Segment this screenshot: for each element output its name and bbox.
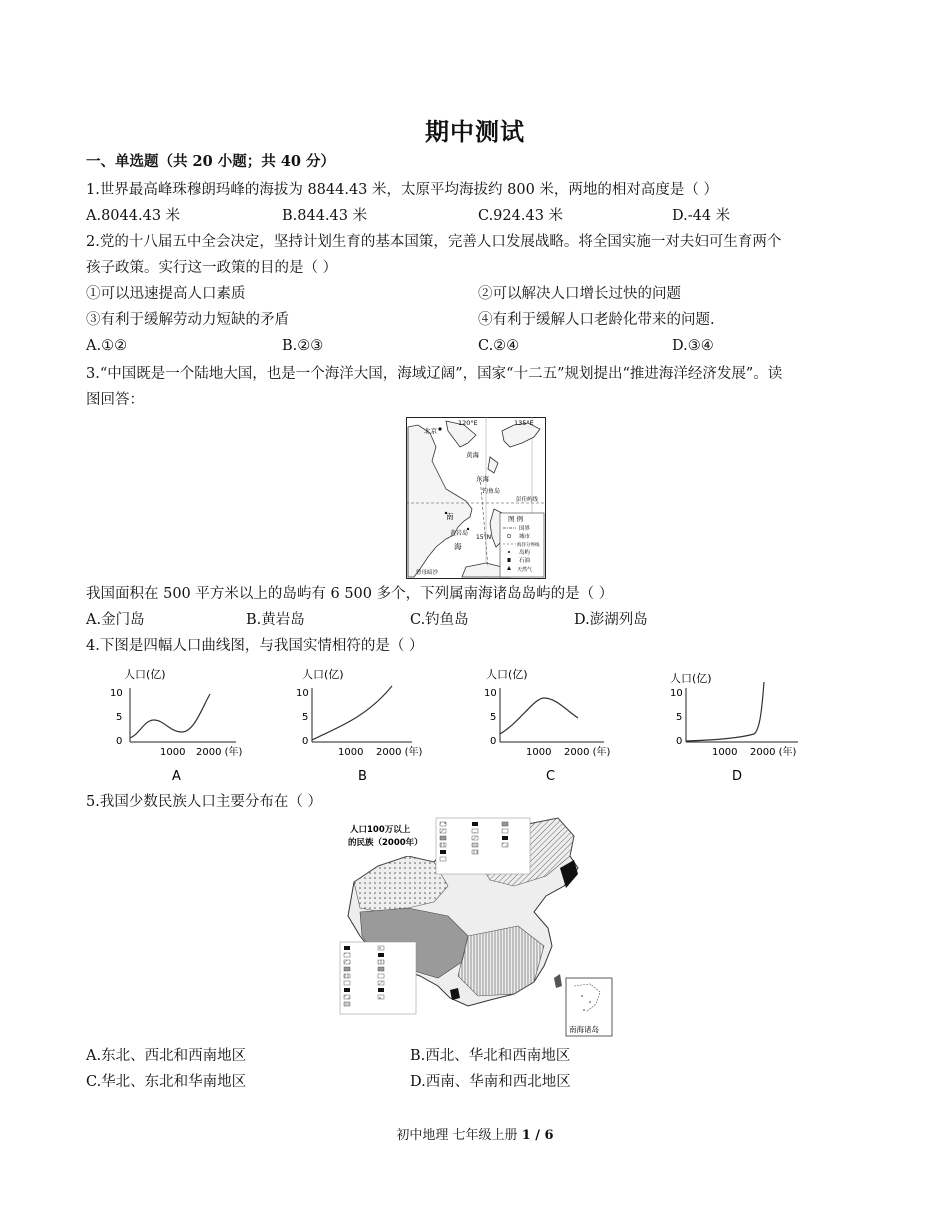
chart-c-x1000: 1000 [526,747,552,758]
q2-stem-line1: 2.党的十八届五中全会决定，坚持计划生育的基本国策，完善人口发展战略。将全国实施一对夫妇可生育两个 [86,234,782,250]
map-legend-item: 石油 [519,558,531,564]
chart-a-y0: 0 [116,736,123,747]
chart-d-y5: 5 [676,712,683,723]
q2-statement-1: ①可以迅速提高人口素质 [86,286,246,302]
q1-option-c[interactable]: C.924.43 米 [478,208,564,224]
chart-a-y10: 10 [110,688,123,699]
chart-c [484,668,611,782]
section-heading: 一、单选题（共 20 小题；共 40 分） [86,153,336,170]
ethnic-distribution-map [338,816,614,1038]
chart-a-y5: 5 [116,712,123,723]
map-donghai-label: 东海 [476,475,489,483]
q2-option-a[interactable]: A.①② [86,338,128,354]
map-legend-item: 国界 [519,526,531,532]
map-huanghai-label: 黄海 [466,451,479,459]
chart-b-y5: 5 [302,712,309,723]
q1-stem: 1.世界最高峰珠穆朗玛峰的海拔为 8844.43 米，太原平均海拔约 800 米，两地的相对高度是（ ） [86,182,719,198]
chart-c-label: C [546,769,556,782]
south-china-sea-inset [566,978,612,1036]
population-curves [110,664,870,782]
chart-b-label: B [358,769,367,782]
q2-statement-3: ③有利于缓解劳动力短缺的矛盾 [86,312,289,328]
map-sea-label: 海 [454,542,462,551]
q3-option-a[interactable]: A.金门岛 [86,612,145,628]
map-line-label: 彭佳屿线 [516,497,539,503]
chart-b [296,668,423,782]
chart-b-y10: 10 [296,688,309,699]
inset-label: 南海诸岛 [569,1025,599,1034]
q1-option-d[interactable]: D.-44 米 [672,208,731,224]
page-number: 1 / 6 [521,1128,554,1143]
chart-a [110,668,243,782]
chart-c-y5: 5 [490,712,497,723]
q3-stem-line2: 图回答： [86,392,144,408]
q2-option-c[interactable]: C.②④ [478,338,520,354]
ethnic-legend-top [436,818,530,874]
q3-stem-line1: 3.“中国既是一个陆地大国，也是一个海洋大国，海域辽阔”，国家“十二五”规划提出“推进海洋经济发展”。读 [86,366,783,382]
map-south-label: 南 [446,512,454,521]
page-footer [0,1124,950,1143]
chart-a-x2000: 2000 (年) [196,747,243,758]
chart-b-x2000: 2000 (年) [376,747,423,758]
chart-d-x2000: 2000 (年) [750,747,797,758]
map-legend-item: 天然气 [517,567,533,573]
chart-b-y0: 0 [302,736,309,747]
chart-c-ylabel: 人口(亿) [486,668,528,681]
chart-d-y0: 0 [676,736,683,747]
q3-option-d[interactable]: D.澎湖列岛 [574,612,648,628]
chart-c-y0: 0 [490,736,497,747]
map-lat-15: 15°N [476,534,492,541]
south-china-sea-map [406,417,546,579]
chart-b-x1000: 1000 [338,747,364,758]
map-beijing-label: 北京 [424,427,437,435]
q5-option-b[interactable]: B.西北、华北和西南地区 [410,1048,571,1064]
map-legend-title: 图 例 [508,515,524,523]
q5-option-d[interactable]: D.西南、华南和西北地区 [410,1074,571,1090]
q1-option-b[interactable]: B.844.43 米 [282,208,368,224]
page-title: 期中测试 [425,117,525,146]
chart-c-x2000: 2000 (年) [564,747,611,758]
q2-statement-4: ④有利于缓解人口老龄化带来的问题. [478,312,715,328]
chart-a-label: A [172,769,181,782]
map-lon-120: 120°E [458,419,478,427]
q5-option-c[interactable]: C.华北、东北和华南地区 [86,1074,247,1090]
q5-stem: 5.我国少数民族人口主要分布在（ ） [86,794,322,810]
q3-option-b[interactable]: B.黄岩岛 [246,612,305,628]
map-lon-135: 135°E [514,419,534,427]
q3-stem-line3: 我国面积在 500 平方米以上的岛屿有 6 500 多个，下列属南海诸岛岛屿的是（ ） [86,586,614,602]
q5-option-a[interactable]: A.东北、西北和西南地区 [86,1048,247,1064]
map-title-line1: 人口100万以上 [350,825,411,835]
q2-statement-2: ②可以解决人口增长过快的问题 [478,286,681,302]
chart-d-y10: 10 [670,688,683,699]
chart-d-label: D [732,769,743,782]
q4-stem: 4.下图是四幅人口曲线图，与我国实情相符的是（ ） [86,638,424,654]
map-legend-item: 岛屿 [519,550,531,556]
map-huangyan-label: 黄岩岛 [450,530,469,537]
chart-a-ylabel: 人口(亿) [124,668,166,681]
q1-option-a[interactable]: A.8044.43 米 [86,208,181,224]
q2-option-d[interactable]: D.③④ [672,338,714,354]
chart-a-x1000: 1000 [160,747,186,758]
chart-b-ylabel: 人口(亿) [302,668,344,681]
map-legend-item: 海洋分界线 [517,543,540,548]
map-zengmu-label: 曾母暗沙 [416,570,439,576]
map-diaoyu-label: 钓鱼岛 [482,488,501,495]
chart-d-x1000: 1000 [712,747,738,758]
q2-stem-line2: 孩子政策。实行这一政策的目的是（ ） [86,260,338,276]
q3-option-c[interactable]: C.钓鱼岛 [410,612,469,628]
chart-c-y10: 10 [484,688,497,699]
map-legend-item: 城市 [519,534,531,540]
q2-option-b[interactable]: B.②③ [282,338,324,354]
chart-d [670,672,798,782]
footer-text: 初中地理 七年级上册 [396,1128,522,1143]
map-title-line2: 的民族（2000年） [348,838,423,848]
ethnic-legend-bottom [340,942,416,1014]
chart-d-ylabel: 人口(亿) [670,672,712,685]
